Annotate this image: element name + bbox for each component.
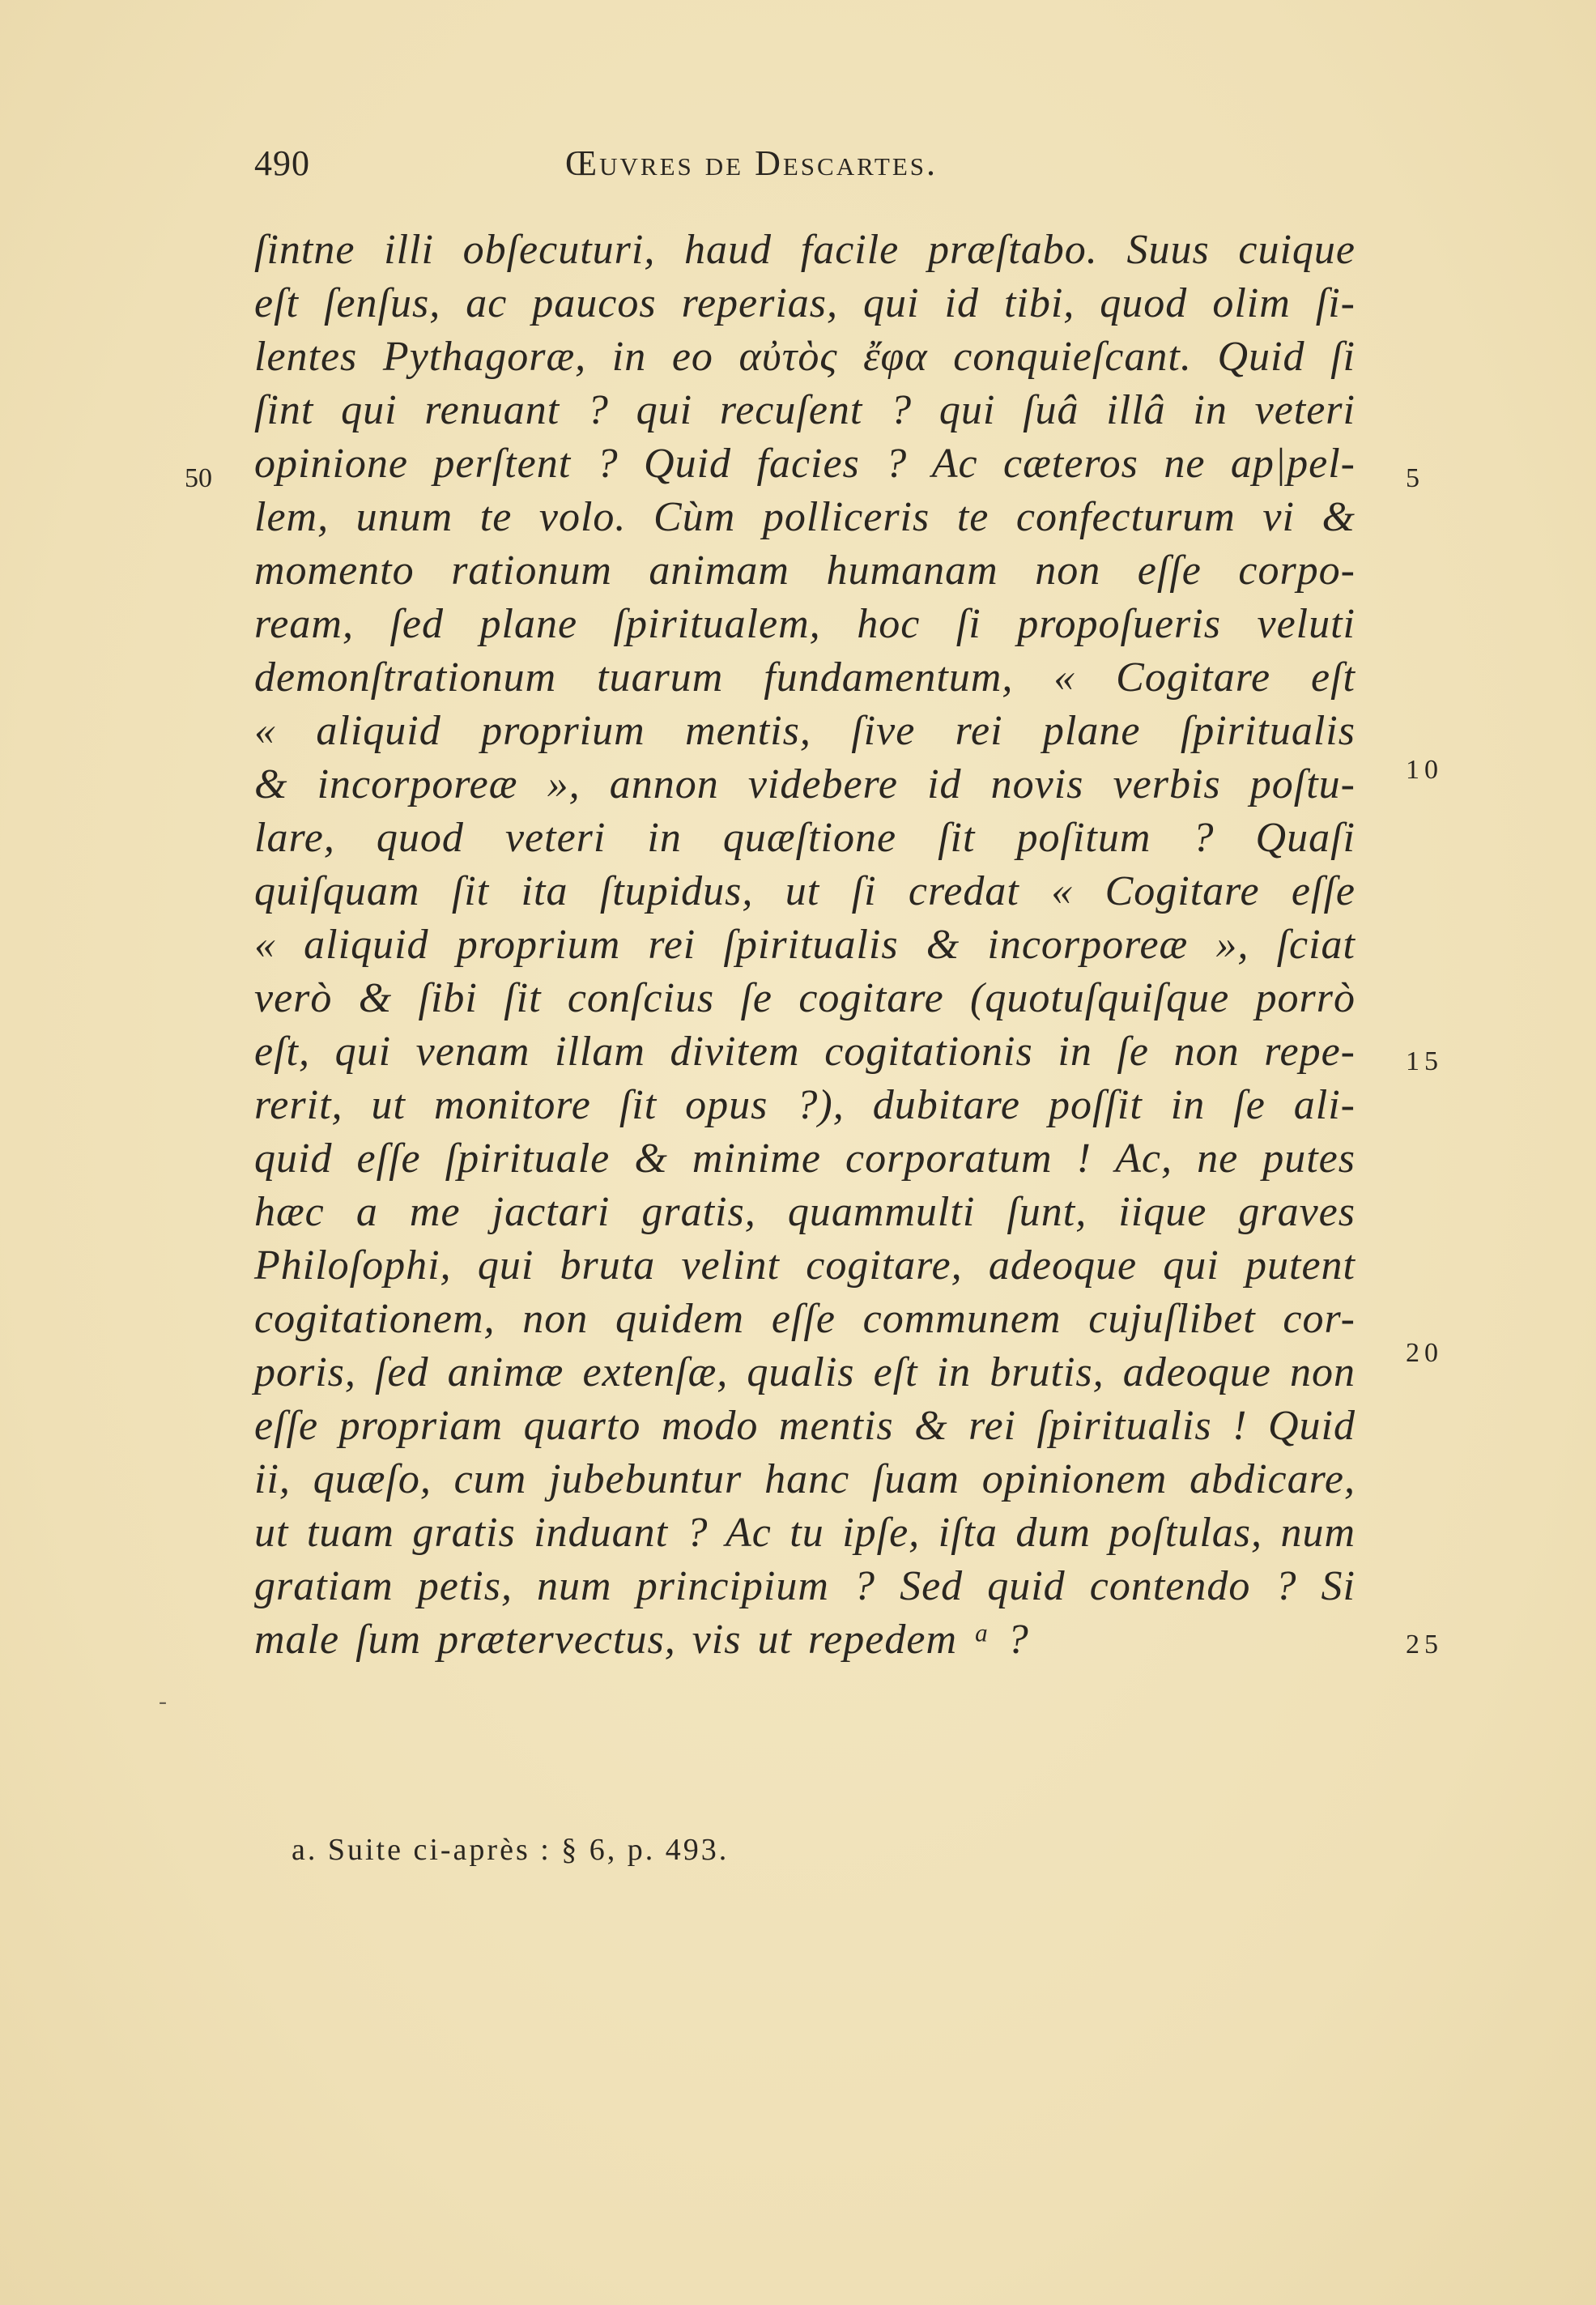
text-line: « aliquid proprium rei ſpiritualis & incorporeæ », ſciat — [254, 922, 1356, 968]
margin-line-number-left: 50 — [185, 463, 212, 493]
text-line: & incorporeæ », annon videbere id novis verbis poſtu- — [254, 761, 1356, 807]
text-line: ream, ſed plane ſpiritualem, hoc ſi propoſueris veluti — [254, 601, 1356, 647]
text-line: ut tuam gratis induant ? Ac tu ipſe, iſta dum poſtulas, num — [254, 1510, 1356, 1556]
text-line: male ſum prætervectus, vis ut repedem ᵃ ? — [254, 1617, 1029, 1663]
book-title: Œuvres de Descartes. — [565, 143, 938, 183]
text-line: eſt ſenſus, ac paucos reperias, qui id tibi, quod olim ſi- — [254, 280, 1356, 326]
text-line: quiſquam ſit ita ſtupidus, ut ſi credat « Cogitare eſſe — [254, 868, 1356, 914]
text-line: rerit, ut monitore ſit opus ?), dubitare poſſit in ſe ali- — [254, 1082, 1356, 1128]
text-line: lare, quod veteri in quæſtione ſit poſitum ? Quaſi — [254, 815, 1356, 861]
text-line: Philoſophi, qui bruta velint cogitare, adeoque qui putent — [254, 1242, 1356, 1289]
text-line: gratiam petis, num principium ? Sed quid contendo ? Si — [254, 1563, 1356, 1609]
text-line: demonſtrationum tuarum fundamentum, « Cogitare eſt — [254, 654, 1356, 701]
margin-line-number-right: 10 — [1406, 755, 1443, 785]
text-line: poris, ſed animæ extenſæ, qualis eſt in brutis, adeoque non — [254, 1349, 1356, 1395]
text-line: ſintne illi obſecuturi, haud facile præſtabo. Suus cuique — [254, 227, 1356, 273]
footnote: a. Suite ci-après : § 6, p. 493. — [292, 1833, 730, 1867]
text-line: « aliquid proprium mentis, ſive rei plane ſpiritualis — [254, 708, 1356, 754]
text-line: ſint qui renuant ? qui recuſent ? qui ſuâ illâ in veteri — [254, 387, 1356, 433]
page-number: 490 — [254, 143, 310, 183]
text-line: eſſe propriam quarto modo mentis & rei ſpiritualis ! Quid — [254, 1403, 1356, 1449]
running-head — [254, 143, 1032, 191]
margin-dash-mark: - — [159, 1688, 167, 1715]
text-line: lem, unum te volo. Cùm polliceris te confecturum vi & — [254, 494, 1356, 540]
margin-line-number-right: 5 — [1406, 463, 1424, 493]
margin-line-number-right: 15 — [1406, 1046, 1443, 1076]
text-line: ii, quæſo, cum jubebuntur hanc ſuam opinionem abdicare, — [254, 1456, 1356, 1502]
text-line: lentes Pythagoræ, in eo αὐτὸς ἔφα conquieſcant. Quid ſi — [254, 334, 1356, 380]
text-line: opinione perſtent ? Quid facies ? Ac cæteros ne ap|pel- — [254, 441, 1356, 487]
text-line: eſt, qui venam illam divitem cogitationis in ſe non repe- — [254, 1029, 1356, 1075]
text-line: quid eſſe ſpirituale & minime corporatum ! Ac, ne putes — [254, 1135, 1356, 1182]
text-line: momento rationum animam humanam non eſſe corpo- — [254, 547, 1356, 594]
text-line: verò & ſibi ſit conſcius ſe cogitare (quotuſquiſque porrò — [254, 975, 1356, 1021]
text-line: hæc a me jactari gratis, quammulti ſunt, iique graves — [254, 1189, 1356, 1235]
text-line: cogitationem, non quidem eſſe communem cujuſlibet cor- — [254, 1296, 1356, 1342]
margin-line-number-right: 20 — [1406, 1338, 1443, 1368]
margin-line-number-right: 25 — [1406, 1630, 1443, 1660]
